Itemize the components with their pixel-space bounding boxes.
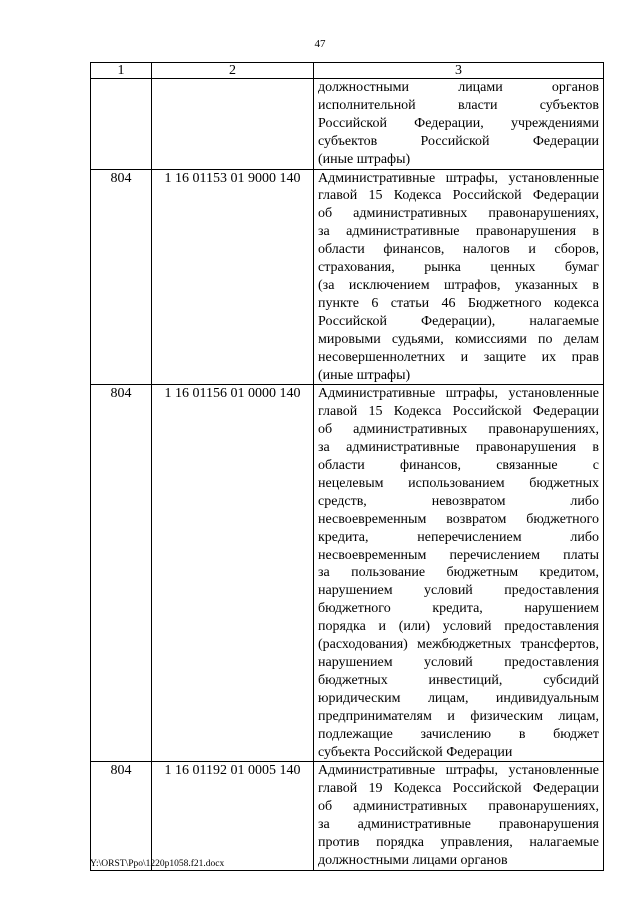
description-line: нарушением условий предоставления	[318, 655, 599, 670]
description-cell	[314, 385, 604, 762]
description-line: за пользование бюджетным кредитом,	[318, 565, 599, 581]
description-line: главой 15 Кодекса Российской Федерации	[318, 404, 599, 420]
description-line: главой 15 Кодекса Российской Федерации	[318, 188, 599, 204]
budget-codes-table	[90, 62, 604, 871]
description-line: пункте 6 статьи 46 Бюджетного кодекса	[318, 295, 599, 311]
description-line: страхования, рынка ценных бумаг	[318, 260, 599, 276]
description-line: об административных правонарушениях,	[318, 799, 599, 815]
description-cell	[314, 79, 604, 170]
description-line: бюджетного кредита, нарушением	[318, 601, 599, 617]
description-line: несвоевременным перечислением платы	[318, 547, 599, 563]
description-line: нецелевым использованием бюджетных	[318, 475, 599, 491]
header-col-3: 3	[314, 63, 604, 79]
description-line: области финансов, связанные с	[318, 458, 599, 474]
file-path-footer: Y:\ORST\Ppo\1220p1058.f21.docx	[90, 859, 225, 869]
admin-code-cell: 804	[91, 762, 152, 870]
description-line: исполнительной власти субъектов	[318, 97, 599, 113]
description-line: за административные правонарушения в	[318, 440, 599, 456]
description-line: главой 19 Кодекса Российской Федерации	[318, 781, 599, 797]
description-line: Административные штрафы, установленные	[318, 386, 599, 402]
description-cell	[314, 762, 604, 870]
table-header-row	[91, 63, 604, 79]
description-line: нарушением условий предоставления	[318, 583, 599, 599]
budget-code-cell: 1 16 01153 01 9000 140	[152, 169, 314, 385]
description-line: субъекта Российской Федерации	[318, 744, 513, 760]
table-row	[91, 762, 604, 870]
table-row	[91, 385, 604, 762]
description-line: Российской Федерации), налагаемые	[318, 313, 599, 329]
admin-code-cell	[91, 79, 152, 170]
description-line: должностными лицами органов	[318, 852, 508, 868]
description-line: Административные штрафы, установленные	[318, 170, 599, 186]
description-line: должностными лицами органов	[318, 80, 599, 95]
budget-code-cell	[152, 79, 314, 170]
description-line: несвоевременным возвратом бюджетного	[318, 511, 599, 527]
description-line: об административных правонарушениях,	[318, 422, 599, 438]
description-line: мировыми судьями, комиссиями по делам	[318, 331, 599, 347]
budget-code-cell: 1 16 01192 01 0005 140	[152, 762, 314, 870]
description-line: Российской Федерации, учреждениями	[318, 115, 599, 131]
description-line: (за исключением штрафов, указанных в	[318, 277, 599, 293]
description-line: кредита, неперечислением либо	[318, 529, 599, 545]
table-row	[91, 79, 604, 170]
description-line: порядка и (или) условий предоставления	[318, 619, 599, 635]
description-line: предпринимателям и физическим лицам,	[318, 708, 599, 724]
description-line: за административные правонарушения	[318, 817, 599, 833]
description-line: (расходования) межбюджетных трансфертов,	[318, 637, 599, 653]
description-cell	[314, 169, 604, 385]
description-line: юридическим лицам, индивидуальным	[318, 690, 599, 706]
description-line: (иные штрафы)	[318, 367, 411, 383]
description-line: области финансов, налогов и сборов,	[318, 242, 599, 258]
header-col-2: 2	[152, 63, 314, 79]
description-line: подлежащие зачислению в бюджет	[318, 726, 599, 742]
admin-code-cell: 804	[91, 169, 152, 385]
description-line: за административные правонарушения в	[318, 224, 599, 240]
description-line: против порядка управления, налагаемые	[318, 835, 599, 851]
description-line: бюджетных инвестиций, субсидий	[318, 672, 599, 688]
description-line: средств, невозвратом либо	[318, 493, 599, 509]
table-row	[91, 169, 604, 385]
budget-code-cell: 1 16 01156 01 0000 140	[152, 385, 314, 762]
description-line: об административных правонарушениях,	[318, 206, 599, 222]
admin-code-cell: 804	[91, 385, 152, 762]
description-line: Административные штрафы, установленные	[318, 763, 599, 779]
description-line: субъектов Российской Федерации	[318, 133, 599, 149]
page-number: 47	[314, 38, 326, 50]
header-col-1: 1	[91, 63, 152, 79]
description-line: несовершеннолетних и защите их прав	[318, 349, 599, 365]
description-line: (иные штрафы)	[318, 151, 411, 167]
